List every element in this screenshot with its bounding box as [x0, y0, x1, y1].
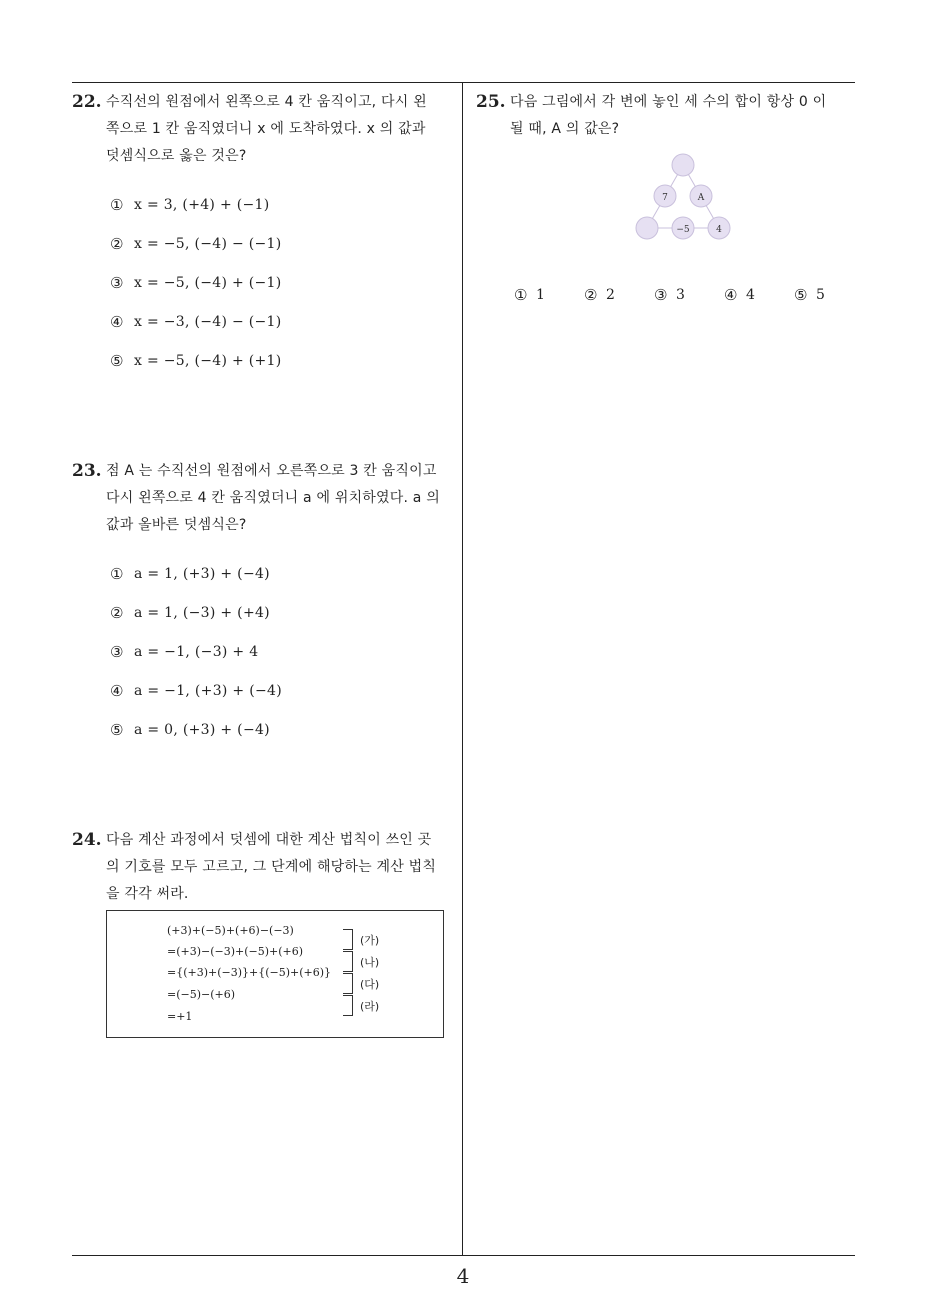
node-label: A	[697, 193, 705, 203]
calculation-box	[106, 910, 444, 1038]
step-label: (가)	[360, 934, 380, 947]
question-25	[476, 89, 858, 143]
choice-1[interactable]	[110, 185, 282, 224]
choice-4[interactable]	[110, 671, 282, 710]
choice-text: x = −3, (−4) − (−1)	[134, 313, 282, 330]
question-text	[106, 89, 458, 170]
calc-line: =+1	[167, 1010, 193, 1023]
choice-mark: ①	[110, 564, 124, 583]
step-label: (다)	[360, 978, 380, 991]
step-bracket	[343, 929, 353, 950]
choice-mark: ①	[514, 286, 528, 304]
question-line: 될 때, A 의 값은?	[510, 121, 620, 137]
choice-text: 2	[606, 287, 616, 303]
choice-mark: ⑤	[110, 720, 124, 739]
choice-mark: ④	[724, 286, 738, 304]
calc-line: (+3)+(−5)+(+6)−(−3)	[167, 924, 294, 937]
node-label: 4	[716, 225, 722, 235]
question-number: 25.	[476, 92, 506, 112]
choice-3[interactable]	[110, 632, 282, 671]
choice-text: x = −5, (−4) − (−1)	[134, 235, 282, 252]
question-number: 22.	[72, 92, 102, 112]
question-line: 값과 올바른 덧셈식은?	[106, 517, 247, 533]
choice-mark: ④	[110, 681, 124, 700]
question-number: 24.	[72, 830, 102, 850]
step-bracket	[343, 973, 353, 994]
choice-mark: ④	[110, 312, 124, 331]
step-bracket	[343, 995, 353, 1016]
choice-2[interactable]	[110, 593, 282, 632]
step-bracket	[343, 951, 353, 972]
choice-text: a = −1, (−3) + 4	[134, 643, 259, 660]
question-line: 쪽으로 1 칸 움직였더니 x 에 도착하였다. x 의 값과	[106, 121, 426, 137]
choice-text: 3	[676, 287, 686, 303]
choice-mark: ③	[654, 286, 668, 304]
question-text	[106, 458, 458, 539]
choice-mark: ③	[110, 642, 124, 661]
node-label: −5	[676, 225, 690, 235]
choice-list	[110, 185, 282, 380]
choice-list	[110, 554, 282, 749]
calc-line: =(+3)−(−3)+(−5)+(+6)	[167, 945, 304, 958]
question-line: 다음 계산 과정에서 덧셈에 대한 계산 법칙이 쓰인 곳	[106, 832, 432, 848]
choice-mark: ②	[584, 286, 598, 304]
choice-5[interactable]	[794, 286, 864, 304]
question-line: 다음 그림에서 각 변에 놓인 세 수의 합이 항상 0 이	[510, 94, 827, 110]
question-text	[106, 827, 458, 908]
choice-1[interactable]	[514, 286, 584, 304]
question-line: 덧셈식으로 옳은 것은?	[106, 148, 247, 164]
choice-text: 4	[746, 287, 756, 303]
choice-mark: ②	[110, 234, 124, 253]
choice-mark: ⑤	[794, 286, 808, 304]
question-23	[72, 458, 458, 739]
choice-text: 5	[816, 287, 826, 303]
top-rule	[72, 82, 855, 83]
step-label: (나)	[360, 956, 380, 969]
choice-text: a = 1, (+3) + (−4)	[134, 565, 270, 582]
bottom-rule	[72, 1255, 855, 1256]
node-bottom-left	[636, 217, 658, 239]
choice-3[interactable]	[110, 263, 282, 302]
question-24	[72, 827, 458, 908]
calc-line: =(−5)−(+6)	[167, 988, 236, 1001]
triangle-figure	[630, 148, 740, 244]
node-top	[672, 154, 694, 176]
choice-list	[514, 286, 864, 304]
choice-2[interactable]	[584, 286, 654, 304]
question-text	[510, 89, 858, 143]
question-line: 수직선의 원점에서 왼쪽으로 4 칸 움직이고, 다시 왼	[106, 94, 427, 110]
choice-text: x = 3, (+4) + (−1)	[134, 196, 270, 213]
choice-text: x = −5, (−4) + (−1)	[134, 274, 282, 291]
choice-mark: ①	[110, 195, 124, 214]
node-label: 7	[662, 193, 668, 203]
choice-mark: ⑤	[110, 351, 124, 370]
choice-4[interactable]	[724, 286, 794, 304]
choice-mark: ②	[110, 603, 124, 622]
choice-5[interactable]	[110, 341, 282, 380]
page-number: 4	[456, 1264, 470, 1288]
choice-2[interactable]	[110, 224, 282, 263]
question-line: 을 각각 써라.	[106, 886, 189, 902]
calc-line: ={(+3)+(−3)}+{(−5)+(+6)}	[167, 966, 332, 979]
choice-4[interactable]	[110, 302, 282, 341]
question-line: 다시 왼쪽으로 4 칸 움직였더니 a 에 위치하였다. a 의	[106, 490, 440, 506]
choice-3[interactable]	[654, 286, 724, 304]
choice-text: x = −5, (−4) + (+1)	[134, 352, 282, 369]
choice-text: a = 0, (+3) + (−4)	[134, 721, 270, 738]
choice-1[interactable]	[110, 554, 282, 593]
step-label: (라)	[360, 1000, 380, 1013]
question-22	[72, 89, 458, 370]
choice-5[interactable]	[110, 710, 282, 749]
question-line: 의 기호를 모두 고르고, 그 단계에 해당하는 계산 법칙	[106, 859, 437, 875]
column-divider	[462, 82, 463, 1256]
choice-text: a = −1, (+3) + (−4)	[134, 682, 282, 699]
choice-text: a = 1, (−3) + (+4)	[134, 604, 270, 621]
choice-mark: ③	[110, 273, 124, 292]
choice-text: 1	[536, 287, 546, 303]
question-number: 23.	[72, 461, 102, 481]
question-line: 점 A 는 수직선의 원점에서 오른쪽으로 3 칸 움직이고	[106, 463, 437, 479]
